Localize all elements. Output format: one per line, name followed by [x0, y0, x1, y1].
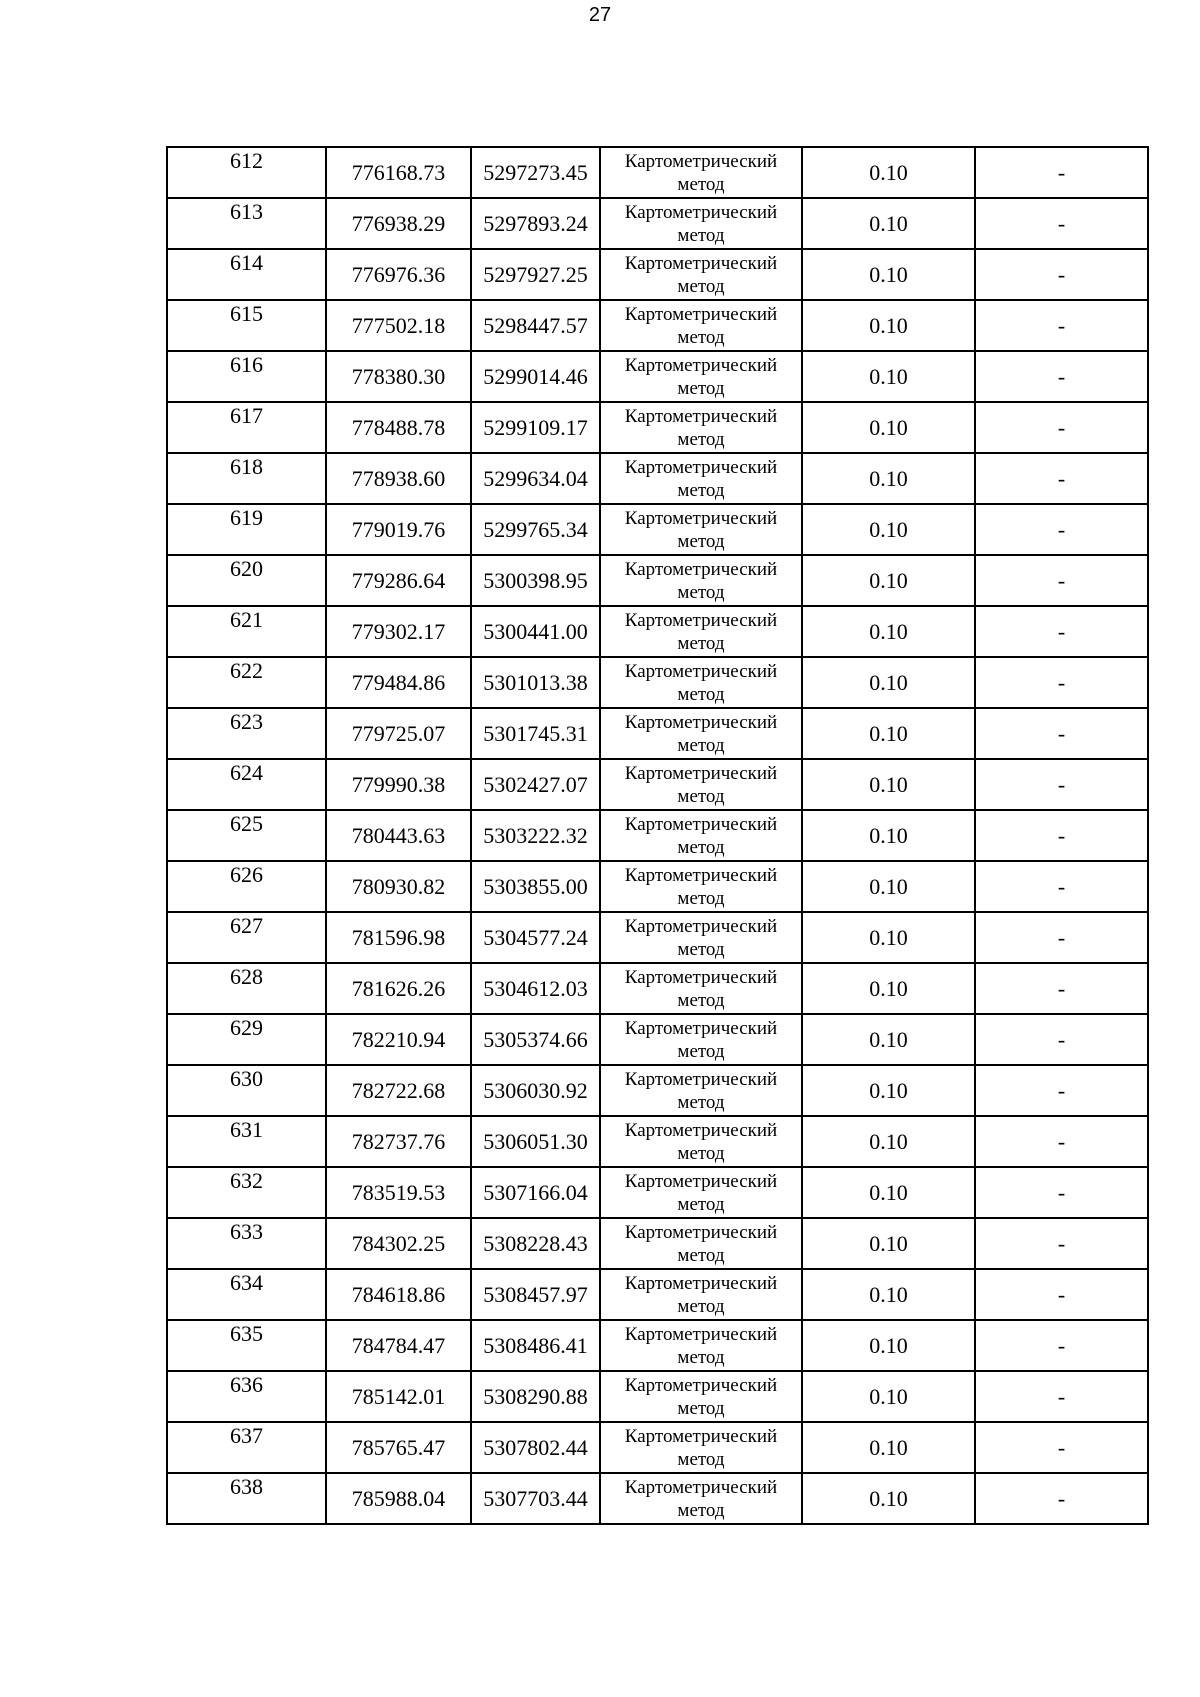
- x-coordinate-cell: 782210.94: [326, 1014, 471, 1065]
- y-coordinate-cell: 5303855.00: [471, 861, 600, 912]
- method-cell: [600, 606, 802, 657]
- note-cell: -: [975, 912, 1148, 963]
- y-coordinate-cell: 5308290.88: [471, 1371, 600, 1422]
- point-number-cell: 615: [167, 300, 326, 351]
- method-line2: метод: [677, 1499, 725, 1521]
- table-row: [167, 1167, 1148, 1218]
- y-coordinate-cell: 5299109.17: [471, 402, 600, 453]
- table-row: [167, 1371, 1148, 1422]
- note-cell: -: [975, 708, 1148, 759]
- x-coordinate-cell: 780443.63: [326, 810, 471, 861]
- method-cell: [600, 657, 802, 708]
- x-coordinate-cell: 778938.60: [326, 453, 471, 504]
- accuracy-cell: 0.10: [802, 555, 975, 606]
- note-cell: -: [975, 453, 1148, 504]
- method-cell: [600, 963, 802, 1014]
- y-coordinate-cell: 5308486.41: [471, 1320, 600, 1371]
- note-cell: -: [975, 1167, 1148, 1218]
- point-number-cell: 630: [167, 1065, 326, 1116]
- x-coordinate-cell: 784302.25: [326, 1218, 471, 1269]
- method-line1: Картометрический: [624, 405, 778, 427]
- table-row: [167, 1269, 1148, 1320]
- accuracy-cell: 0.10: [802, 606, 975, 657]
- x-coordinate-cell: 779302.17: [326, 606, 471, 657]
- note-cell: -: [975, 1422, 1148, 1473]
- x-coordinate-cell: 779019.76: [326, 504, 471, 555]
- note-cell: -: [975, 861, 1148, 912]
- accuracy-cell: 0.10: [802, 759, 975, 810]
- accuracy-cell: 0.10: [802, 1167, 975, 1218]
- y-coordinate-cell: 5307802.44: [471, 1422, 600, 1473]
- table-row: [167, 1116, 1148, 1167]
- method-line1: Картометрический: [624, 354, 778, 376]
- method-line2: метод: [677, 581, 725, 603]
- y-coordinate-cell: 5306030.92: [471, 1065, 600, 1116]
- y-coordinate-cell: 5308457.97: [471, 1269, 600, 1320]
- accuracy-cell: 0.10: [802, 1473, 975, 1524]
- note-cell: -: [975, 504, 1148, 555]
- y-coordinate-cell: 5306051.30: [471, 1116, 600, 1167]
- method-cell: [600, 300, 802, 351]
- method-cell: [600, 1269, 802, 1320]
- table-row: [167, 861, 1148, 912]
- point-number-cell: 623: [167, 708, 326, 759]
- accuracy-cell: 0.10: [802, 1065, 975, 1116]
- point-number-cell: 638: [167, 1473, 326, 1524]
- x-coordinate-cell: 781596.98: [326, 912, 471, 963]
- method-cell: [600, 759, 802, 810]
- y-coordinate-cell: 5301013.38: [471, 657, 600, 708]
- page-number: 27: [588, 4, 612, 26]
- accuracy-cell: 0.10: [802, 402, 975, 453]
- method-cell: [600, 1320, 802, 1371]
- y-coordinate-cell: 5297893.24: [471, 198, 600, 249]
- method-cell: [600, 1065, 802, 1116]
- point-number-cell: 632: [167, 1167, 326, 1218]
- point-number-cell: 613: [167, 198, 326, 249]
- note-cell: -: [975, 300, 1148, 351]
- method-cell: [600, 147, 802, 198]
- note-cell: -: [975, 1116, 1148, 1167]
- method-line1: Картометрический: [624, 1017, 778, 1039]
- method-cell: [600, 555, 802, 606]
- point-number-cell: 614: [167, 249, 326, 300]
- table-row: [167, 759, 1148, 810]
- table-row: [167, 300, 1148, 351]
- method-cell: [600, 1116, 802, 1167]
- method-line1: Картометрический: [624, 150, 778, 172]
- point-number-cell: 628: [167, 963, 326, 1014]
- x-coordinate-cell: 784784.47: [326, 1320, 471, 1371]
- point-number-cell: 633: [167, 1218, 326, 1269]
- accuracy-cell: 0.10: [802, 1218, 975, 1269]
- method-line2: метод: [677, 377, 725, 399]
- method-line1: Картометрический: [624, 915, 778, 937]
- table-row: [167, 249, 1148, 300]
- method-line2: метод: [677, 326, 725, 348]
- point-number-cell: 625: [167, 810, 326, 861]
- y-coordinate-cell: 5301745.31: [471, 708, 600, 759]
- note-cell: -: [975, 1320, 1148, 1371]
- x-coordinate-cell: 785765.47: [326, 1422, 471, 1473]
- method-line2: метод: [677, 887, 725, 909]
- method-cell: [600, 453, 802, 504]
- table-row: [167, 453, 1148, 504]
- point-number-cell: 627: [167, 912, 326, 963]
- point-number-cell: 620: [167, 555, 326, 606]
- note-cell: -: [975, 1014, 1148, 1065]
- method-line2: метод: [677, 734, 725, 756]
- table-row: [167, 147, 1148, 198]
- y-coordinate-cell: 5304612.03: [471, 963, 600, 1014]
- table-row: [167, 1014, 1148, 1065]
- table-row: [167, 351, 1148, 402]
- method-line1: Картометрический: [624, 1170, 778, 1192]
- point-number-cell: 629: [167, 1014, 326, 1065]
- accuracy-cell: 0.10: [802, 1269, 975, 1320]
- method-line2: метод: [677, 1346, 725, 1368]
- method-line1: Картометрический: [624, 303, 778, 325]
- method-line2: метод: [677, 1040, 725, 1062]
- note-cell: -: [975, 249, 1148, 300]
- y-coordinate-cell: 5299634.04: [471, 453, 600, 504]
- point-number-cell: 631: [167, 1116, 326, 1167]
- table-row: [167, 810, 1148, 861]
- table-row: [167, 708, 1148, 759]
- point-number-cell: 624: [167, 759, 326, 810]
- method-line1: Картометрический: [624, 1476, 778, 1498]
- method-line2: метод: [677, 785, 725, 807]
- method-cell: [600, 1218, 802, 1269]
- method-cell: [600, 708, 802, 759]
- note-cell: -: [975, 963, 1148, 1014]
- method-line2: метод: [677, 1091, 725, 1113]
- point-number-cell: 635: [167, 1320, 326, 1371]
- x-coordinate-cell: 777502.18: [326, 300, 471, 351]
- table-body: [167, 147, 1148, 1524]
- note-cell: -: [975, 1473, 1148, 1524]
- note-cell: -: [975, 1218, 1148, 1269]
- method-cell: [600, 351, 802, 402]
- method-line1: Картометрический: [624, 1374, 778, 1396]
- y-coordinate-cell: 5297927.25: [471, 249, 600, 300]
- method-line2: метод: [677, 1397, 725, 1419]
- point-number-cell: 622: [167, 657, 326, 708]
- table-row: [167, 1320, 1148, 1371]
- point-number-cell: 619: [167, 504, 326, 555]
- method-cell: [600, 1167, 802, 1218]
- method-line1: Картометрический: [624, 252, 778, 274]
- x-coordinate-cell: 776938.29: [326, 198, 471, 249]
- note-cell: -: [975, 555, 1148, 606]
- method-line1: Картометрический: [624, 609, 778, 631]
- note-cell: -: [975, 606, 1148, 657]
- x-coordinate-cell: 784618.86: [326, 1269, 471, 1320]
- y-coordinate-cell: 5304577.24: [471, 912, 600, 963]
- x-coordinate-cell: 778380.30: [326, 351, 471, 402]
- method-cell: [600, 861, 802, 912]
- y-coordinate-cell: 5307703.44: [471, 1473, 600, 1524]
- method-line1: Картометрический: [624, 456, 778, 478]
- table-row: [167, 402, 1148, 453]
- point-number-cell: 618: [167, 453, 326, 504]
- table-row: [167, 912, 1148, 963]
- accuracy-cell: 0.10: [802, 1320, 975, 1371]
- x-coordinate-cell: 781626.26: [326, 963, 471, 1014]
- y-coordinate-cell: 5298447.57: [471, 300, 600, 351]
- method-cell: [600, 504, 802, 555]
- y-coordinate-cell: 5300441.00: [471, 606, 600, 657]
- method-cell: [600, 1422, 802, 1473]
- point-number-cell: 616: [167, 351, 326, 402]
- x-coordinate-cell: 782722.68: [326, 1065, 471, 1116]
- accuracy-cell: 0.10: [802, 1116, 975, 1167]
- y-coordinate-cell: 5305374.66: [471, 1014, 600, 1065]
- accuracy-cell: 0.10: [802, 249, 975, 300]
- x-coordinate-cell: 779286.64: [326, 555, 471, 606]
- note-cell: -: [975, 402, 1148, 453]
- note-cell: -: [975, 351, 1148, 402]
- x-coordinate-cell: 782737.76: [326, 1116, 471, 1167]
- table-row: [167, 606, 1148, 657]
- x-coordinate-cell: 778488.78: [326, 402, 471, 453]
- note-cell: -: [975, 810, 1148, 861]
- point-number-cell: 636: [167, 1371, 326, 1422]
- accuracy-cell: 0.10: [802, 810, 975, 861]
- coordinates-table: [166, 146, 1149, 1525]
- x-coordinate-cell: 776976.36: [326, 249, 471, 300]
- y-coordinate-cell: 5297273.45: [471, 147, 600, 198]
- x-coordinate-cell: 776168.73: [326, 147, 471, 198]
- point-number-cell: 634: [167, 1269, 326, 1320]
- table-row: [167, 1473, 1148, 1524]
- accuracy-cell: 0.10: [802, 147, 975, 198]
- method-line2: метод: [677, 1295, 725, 1317]
- method-line2: метод: [677, 173, 725, 195]
- table-row: [167, 1218, 1148, 1269]
- point-number-cell: 637: [167, 1422, 326, 1473]
- note-cell: -: [975, 198, 1148, 249]
- note-cell: -: [975, 1269, 1148, 1320]
- method-cell: [600, 1014, 802, 1065]
- table-row: [167, 504, 1148, 555]
- method-cell: [600, 1473, 802, 1524]
- method-line1: Картометрический: [624, 813, 778, 835]
- method-line2: метод: [677, 1142, 725, 1164]
- table-row: [167, 1065, 1148, 1116]
- note-cell: -: [975, 657, 1148, 708]
- method-line1: Картометрический: [624, 201, 778, 223]
- method-line2: метод: [677, 1448, 725, 1470]
- x-coordinate-cell: 785142.01: [326, 1371, 471, 1422]
- point-number-cell: 617: [167, 402, 326, 453]
- point-number-cell: 621: [167, 606, 326, 657]
- method-line1: Картометрический: [624, 1119, 778, 1141]
- accuracy-cell: 0.10: [802, 963, 975, 1014]
- y-coordinate-cell: 5299765.34: [471, 504, 600, 555]
- method-line2: метод: [677, 989, 725, 1011]
- accuracy-cell: 0.10: [802, 861, 975, 912]
- accuracy-cell: 0.10: [802, 504, 975, 555]
- method-line1: Картометрический: [624, 966, 778, 988]
- point-number-cell: 612: [167, 147, 326, 198]
- accuracy-cell: 0.10: [802, 708, 975, 759]
- x-coordinate-cell: 779484.86: [326, 657, 471, 708]
- method-line1: Картометрический: [624, 1323, 778, 1345]
- y-coordinate-cell: 5299014.46: [471, 351, 600, 402]
- x-coordinate-cell: 780930.82: [326, 861, 471, 912]
- note-cell: -: [975, 147, 1148, 198]
- point-number-cell: 626: [167, 861, 326, 912]
- accuracy-cell: 0.10: [802, 300, 975, 351]
- method-cell: [600, 912, 802, 963]
- method-line1: Картометрический: [624, 864, 778, 886]
- method-line2: метод: [677, 1193, 725, 1215]
- method-line2: метод: [677, 632, 725, 654]
- accuracy-cell: 0.10: [802, 1422, 975, 1473]
- table-row: [167, 657, 1148, 708]
- note-cell: -: [975, 759, 1148, 810]
- method-line2: метод: [677, 428, 725, 450]
- method-line2: метод: [677, 938, 725, 960]
- table-row: [167, 555, 1148, 606]
- note-cell: -: [975, 1065, 1148, 1116]
- x-coordinate-cell: 779725.07: [326, 708, 471, 759]
- accuracy-cell: 0.10: [802, 912, 975, 963]
- x-coordinate-cell: 785988.04: [326, 1473, 471, 1524]
- note-cell: -: [975, 1371, 1148, 1422]
- table-row: [167, 198, 1148, 249]
- method-cell: [600, 1371, 802, 1422]
- method-line2: метод: [677, 836, 725, 858]
- y-coordinate-cell: 5307166.04: [471, 1167, 600, 1218]
- method-line2: метод: [677, 479, 725, 501]
- method-cell: [600, 402, 802, 453]
- table-row: [167, 963, 1148, 1014]
- y-coordinate-cell: 5300398.95: [471, 555, 600, 606]
- table-row: [167, 1422, 1148, 1473]
- x-coordinate-cell: 783519.53: [326, 1167, 471, 1218]
- method-line1: Картометрический: [624, 1068, 778, 1090]
- method-line1: Картометрический: [624, 1272, 778, 1294]
- accuracy-cell: 0.10: [802, 453, 975, 504]
- method-line1: Картометрический: [624, 507, 778, 529]
- accuracy-cell: 0.10: [802, 198, 975, 249]
- y-coordinate-cell: 5303222.32: [471, 810, 600, 861]
- method-line2: метод: [677, 530, 725, 552]
- x-coordinate-cell: 779990.38: [326, 759, 471, 810]
- method-line1: Картометрический: [624, 1221, 778, 1243]
- accuracy-cell: 0.10: [802, 1371, 975, 1422]
- method-cell: [600, 249, 802, 300]
- method-cell: [600, 198, 802, 249]
- method-cell: [600, 810, 802, 861]
- method-line1: Картометрический: [624, 762, 778, 784]
- method-line1: Картометрический: [624, 660, 778, 682]
- method-line1: Картометрический: [624, 558, 778, 580]
- method-line2: метод: [677, 275, 725, 297]
- accuracy-cell: 0.10: [802, 1014, 975, 1065]
- method-line2: метод: [677, 683, 725, 705]
- method-line2: метод: [677, 224, 725, 246]
- y-coordinate-cell: 5308228.43: [471, 1218, 600, 1269]
- method-line1: Картометрический: [624, 711, 778, 733]
- method-line2: метод: [677, 1244, 725, 1266]
- accuracy-cell: 0.10: [802, 351, 975, 402]
- method-line1: Картометрический: [624, 1425, 778, 1447]
- y-coordinate-cell: 5302427.07: [471, 759, 600, 810]
- accuracy-cell: 0.10: [802, 657, 975, 708]
